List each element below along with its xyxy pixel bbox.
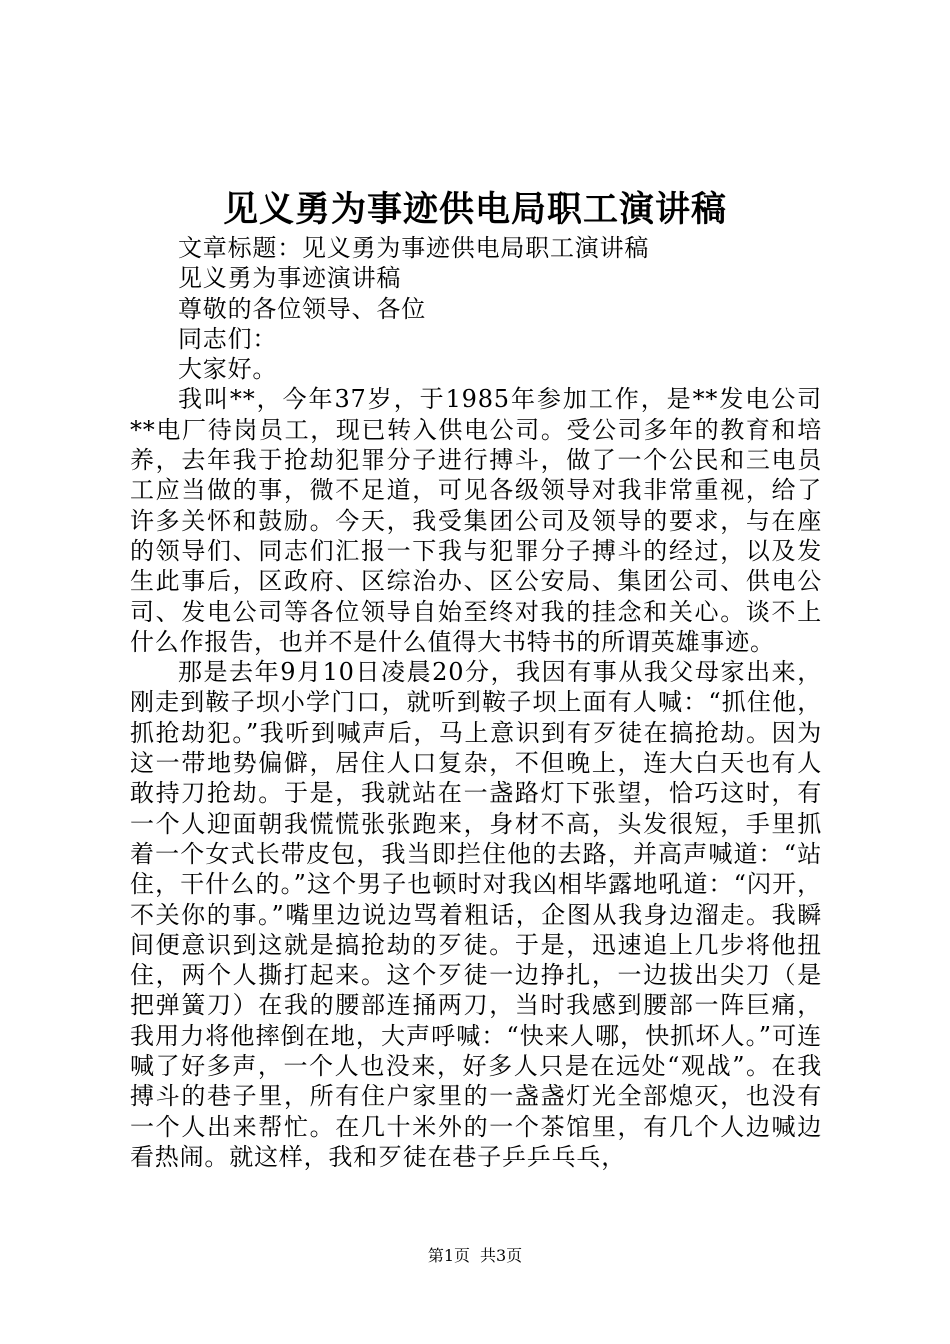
paragraph-introduction: 我叫**，今年37岁，于1985年参加工作，是**发电公司**电厂待岗员工，现已转入供电公司。受公司多年的教育和培养，去年我于抢劫犯罪分子进行搏斗，做了一个公民和三电员工应当做的事，微不足道，可见各级领导对我非常重视，给了许多关怀和鼓励。今天，我受集团公司及领导的要求，与在座的领导们、同志们汇报一下我与犯罪分子搏斗的经过，以及发生此事后，区政府、区综治办、区公安局、集团公司、供电公司、发电公司等各位领导自始至终对我的挂念和关心。谈不上什么作报告，也并不是什么值得大书特书的所谓英雄事迹。 bbox=[130, 385, 822, 656]
greeting-line: 大家好。 bbox=[178, 355, 278, 384]
salutation-line-2: 同志们： bbox=[178, 324, 278, 353]
page-number: 第1页 bbox=[427, 1246, 470, 1265]
salutation-line: 尊敬的各位领导、各位 bbox=[178, 294, 426, 323]
page-total: 共3页 bbox=[480, 1246, 523, 1265]
paragraph-incident: 那是去年9月10日凌晨20分，我因有事从我父母家出来，刚走到鞍子坝小学门口，就听到鞍子坝上面有人喊：“抓住他，抓抢劫犯。”我听到喊声后，马上意识到有歹徒在搞抢劫。因为这一带地势偏僻，居住人口复杂，不但晚上，连大白天也有人敢持刀抢劫。于是，我就站在一盏路灯下张望，恰巧这时，有一个人迎面朝我慌慌张张跑来，身材不高，头发很短，手里抓着一个女式长带皮包，我当即拦住他的去路，并高声喊道：“站住，干什么的。”这个男子也顿时对我凶相毕露地吼道：“闪开，不关你的事。”嘴里边说边骂着粗话，企图从我身边溜走。我瞬间便意识到这就是搞抢劫的歹徒。于是，迅速追上几步将他扭住，两个人撕打起来。这个歹徒一边挣扎，一边拔出尖刀（是把弹簧刀）在我的腰部连捅两刀，当时我感到腰部一阵巨痛，我用力将他摔倒在地，大声呼喊：“快来人哪，快抓坏人。”可连喊了好多声，一个人也没来，好多人只是在远处“观战”。在我搏斗的巷子里，所有住户家里的一盏盏灯光全部熄灭，也没有一个人出来帮忙。在几十米外的一个茶馆里，有几个人边喊边看热闹。就这样，我和歹徒在巷子乒乒乓乓， bbox=[130, 658, 822, 1171]
document-body bbox=[130, 233, 822, 1172]
article-title-line: 文章标题：见义勇为事迹供电局职工演讲稿 bbox=[178, 234, 650, 262]
speech-title-line: 见义勇为事迹演讲稿 bbox=[178, 264, 402, 293]
page-footer bbox=[0, 1245, 950, 1267]
document-title: 见义勇为事迹供电局职工演讲稿 bbox=[222, 189, 727, 230]
